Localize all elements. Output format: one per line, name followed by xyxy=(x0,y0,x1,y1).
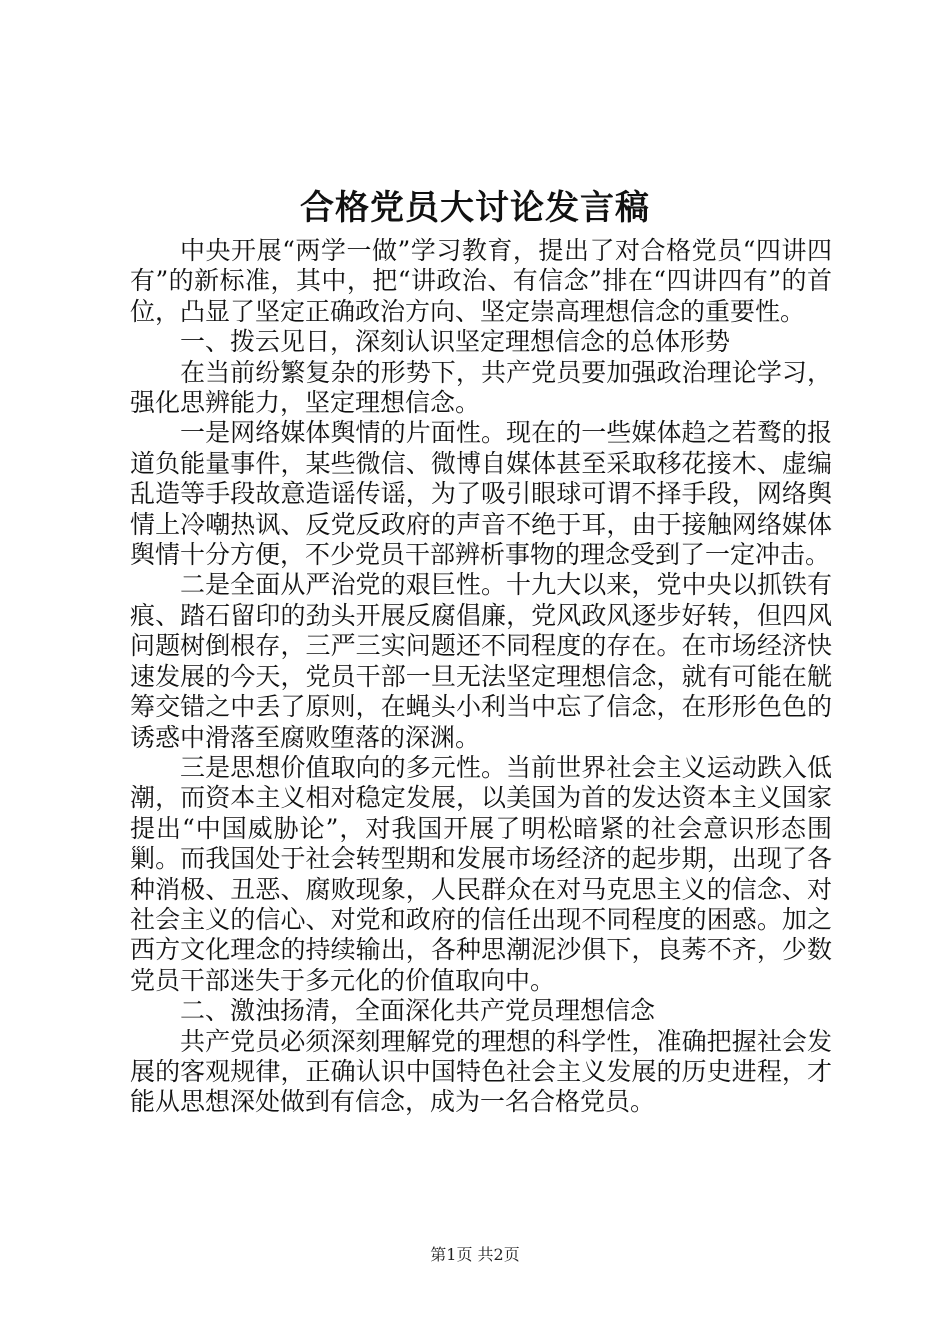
paragraph: 共产党员必须深刻理解党的理想的科学性，准确把握社会发展的客观规律，正确认识中国特色社会主义发展的历史进程，才能从思想深处做到有信念，成为一名合格党员。 xyxy=(130,1026,832,1117)
paragraph: 三是思想价值取向的多元性。当前世界社会主义运动跌入低潮，而资本主义相对稳定发展，以美国为首的发达资本主义国家提出“中国威胁论”，对我国开展了明松暗紧的社会意识形态围剿。而我国处于社会转型期和发展市场经济的起步期，出现了各种消极、丑恶、腐败现象，人民群众在对马克思主义的信念、对社会主义的信心、对党和政府的信任出现不同程度的困惑。加之西方文化理念的持续输出，各种思潮泥沙俱下，良莠不齐，少数党员干部迷失于多元化的价值取向中。 xyxy=(130,752,832,995)
paragraph-intro: 中央开展“两学一做”学习教育，提出了对合格党员“四讲四有”的新标准，其中，把“讲政治、有信念”排在“四讲四有”的首位，凸显了坚定正确政治方向、坚定崇高理想信念的重要性。 xyxy=(130,236,832,326)
paragraph: 一是网络媒体舆情的片面性。现在的一些媒体趋之若鹜的报道负能量事件，某些微信、微博自媒体甚至采取移花接木、虚编乱造等手段故意造谣传谣，为了吸引眼球可谓不择手段，网络舆情上冷嘲热讽、反党反政府的声音不绝于耳，由于接触网络媒体舆情十分方便，不少党员干部辨析事物的理念受到了一定冲击。 xyxy=(130,418,832,570)
paragraph: 在当前纷繁复杂的形势下，共产党员要加强政治理论学习，强化思辨能力，坚定理想信念。 xyxy=(130,357,832,418)
section-heading-2: 二、激浊扬清，全面深化共产党员理想信念 xyxy=(180,996,656,1026)
page-footer: 第1页 共2页 xyxy=(430,1245,520,1264)
document-body xyxy=(130,236,832,1118)
document-title: 合格党员大讨论发言稿 xyxy=(300,188,650,228)
section-heading-1: 一、拨云见日，深刻认识坚定理想信念的总体形势 xyxy=(180,327,731,357)
paragraph: 二是全面从严治党的艰巨性。十九大以来，党中央以抓铁有痕、踏石留印的劲头开展反腐倡廉，党风政风逐步好转，但四风问题树倒根存，三严三实问题还不同程度的存在。在市场经济快速发展的今天，党员干部一旦无法坚定理想信念，就有可能在觥筹交错之中丢了原则，在蝇头小利当中忘了信念，在形形色色的诱惑中滑落至腐败堕落的深渊。 xyxy=(130,570,832,752)
